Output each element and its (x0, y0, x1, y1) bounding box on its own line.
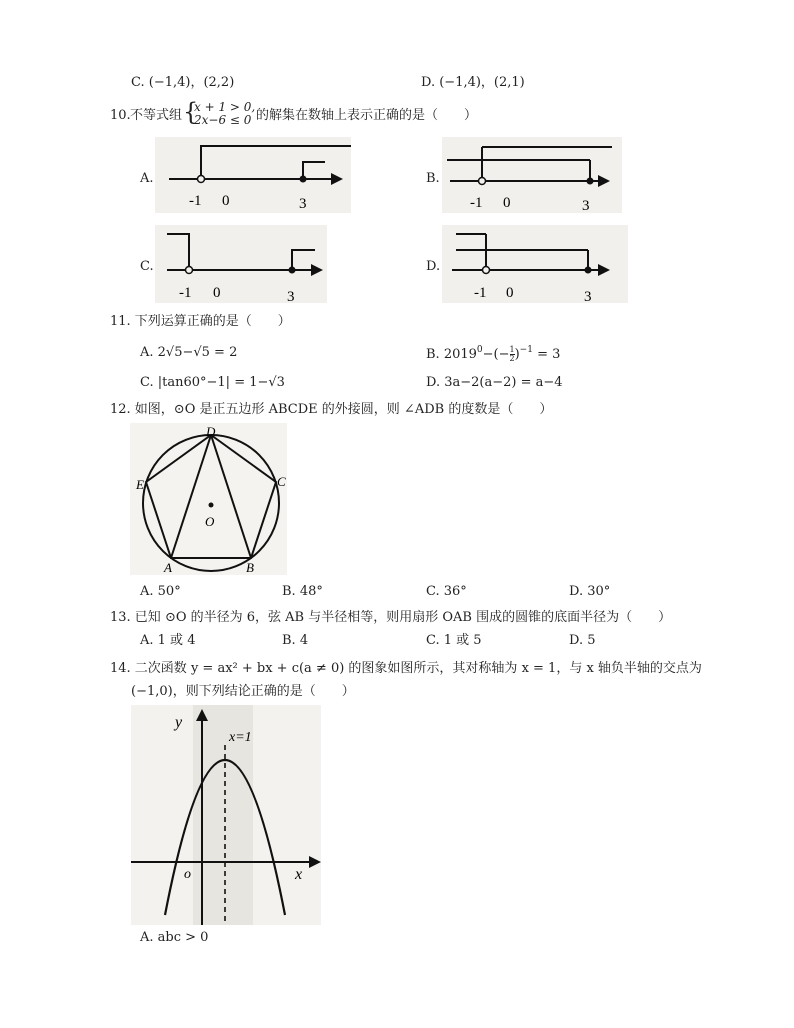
q13-option-d: D. 5 (569, 633, 596, 648)
q14-stem-line1: 14. 二次函数 y = ax² + bx + c(a ≠ 0) 的图象如图所示，其对称轴为 x = 1，与 x 轴负半轴的交点为 (110, 661, 702, 676)
tick-three: 3 (584, 289, 592, 303)
q10-numberline-d (442, 225, 628, 303)
q10-option-c-label: C. (140, 259, 154, 274)
q12-option-c: C. 36° (426, 584, 467, 599)
q10-numberline-a (155, 137, 351, 213)
origin-label: o (184, 867, 191, 882)
q13-option-c: C. 1 或 5 (426, 633, 482, 648)
point-b: B (246, 560, 254, 575)
q10-number: 10. (110, 108, 131, 123)
point-c: C (277, 474, 286, 489)
q13-option-a: A. 1 或 4 (140, 633, 196, 648)
tick-zero: 0 (222, 193, 230, 209)
tick-neg1: -1 (179, 285, 192, 301)
tick-neg1: -1 (189, 193, 202, 209)
tick-zero: 0 (503, 195, 511, 211)
q11-stem: 11. 下列运算正确的是（ ） (110, 314, 291, 329)
point-e: E (136, 477, 144, 492)
q10-numberline-b (442, 137, 622, 213)
q14-stem-line2: (−1,0)，则下列结论正确的是（ ） (131, 684, 355, 699)
q13-option-b: B. 4 (282, 633, 309, 648)
q10-prefix: 不等式组 (130, 108, 183, 123)
tick-three: 3 (582, 198, 590, 213)
q11-option-c: C. |tan60°−1| = 1−√3 (140, 375, 285, 390)
q9-option-d: D. (−1,4)，(2,1) (421, 75, 525, 90)
q11-option-a: A. 2√5−√5 = 2 (140, 345, 238, 360)
q10-option-b-label: B. (426, 171, 440, 186)
q12-pentagon-figure (130, 423, 287, 575)
tick-neg1: -1 (470, 195, 483, 211)
tick-three: 3 (287, 289, 295, 303)
q10-inequality-1: x + 1 > 0, (194, 100, 256, 114)
tick-zero: 0 (506, 285, 514, 301)
q14-parabola-figure (131, 705, 321, 925)
q11-option-b: B. $2019^0-(-$ $\frac{1}{2}$ )$^{-1}$ = 3 (426, 345, 561, 363)
q13-stem: 13. 已知 ⊙O 的半径为 6，弦 AB 与半径相等，则用扇形 OAB 围成的圆锥的底面半径为（ ） (110, 610, 672, 625)
x-axis-label: x (295, 866, 303, 883)
q14-option-a: A. abc > 0 (140, 930, 209, 945)
tick-neg1: -1 (474, 285, 487, 301)
q11-option-d: D. 3a−2(a−2) = a−4 (426, 375, 563, 390)
q10-option-d-label: D. (426, 259, 441, 274)
q10-numberline-c (155, 225, 327, 303)
q9-option-c: C. (−1,4)，(2,2) (131, 75, 235, 90)
tick-three: 3 (299, 196, 307, 212)
point-o: O (205, 514, 215, 529)
q10-inequality-2: 2x−6 ≤ 0 (194, 113, 252, 127)
tick-zero: 0 (213, 285, 221, 301)
q10-option-a-label: A. (140, 171, 154, 186)
y-axis-label: y (175, 714, 183, 731)
q12-option-b: B. 48° (282, 584, 323, 599)
symmetry-axis-label: x=1 (229, 730, 252, 745)
point-d: D (206, 424, 216, 439)
point-a: A (164, 560, 172, 575)
q10-brace: { (183, 98, 199, 126)
q12-option-a: A. 50° (140, 584, 181, 599)
q12-option-d: D. 30° (569, 584, 611, 599)
q12-stem: 12. 如图，⊙O 是正五边形 ABCDE 的外接圆，则 ∠ADB 的度数是（ ） (110, 402, 553, 417)
q10-suffix: 的解集在数轴上表示正确的是（ ） (256, 108, 478, 123)
